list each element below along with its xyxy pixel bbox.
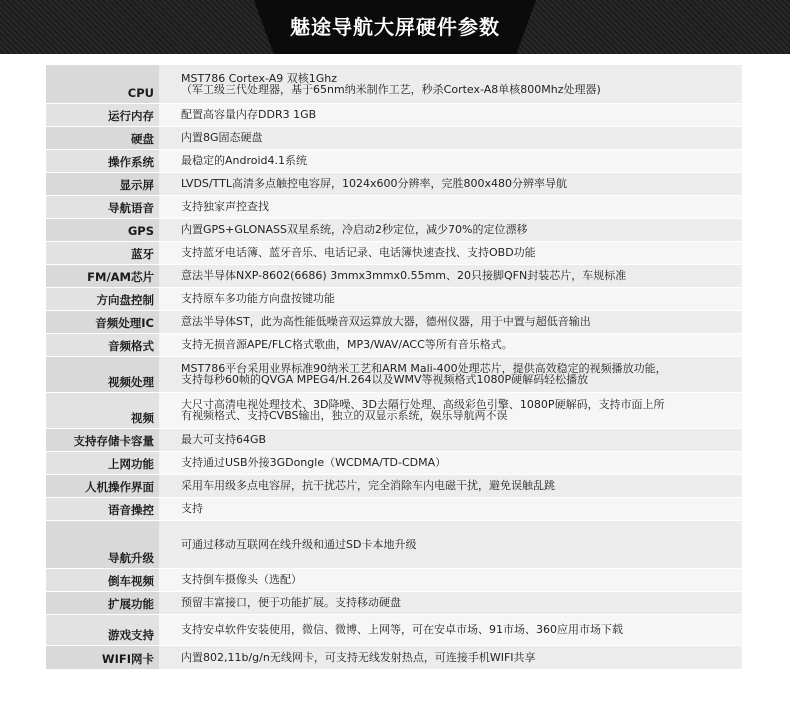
spec-value: 支持原车多功能方向盘按键功能 [159, 287, 742, 310]
spec-value: 支持 [159, 497, 742, 520]
spec-value: 最稳定的Android4.1系统 [159, 149, 742, 172]
spec-label: 导航语音 [46, 195, 159, 218]
spec-value: 意法半导体ST，此为高性能低噪音双运算放大器，德州仪器，用于中置与超低音输出 [159, 310, 742, 333]
spec-row [46, 614, 742, 645]
spec-label: 人机操作界面 [46, 474, 159, 497]
spec-label: 音频格式 [46, 333, 159, 356]
spec-row [46, 149, 742, 172]
spec-label: 上网功能 [46, 451, 159, 474]
spec-label: 硬盘 [46, 126, 159, 149]
spec-row [46, 392, 742, 428]
spec-row [46, 568, 742, 591]
spec-value: 内置802,11b/g/n无线网卡，可支持无线发射热点，可连接手机WIFI共享 [159, 645, 742, 669]
spec-value: MST786 Cortex-A9 双核1Ghz （军工级三代处理器，基于65nm纳米制作工艺，秒杀Cortex-A8单核800Mhz处理器) [159, 65, 742, 103]
spec-label: 倒车视频 [46, 568, 159, 591]
spec-row [46, 333, 742, 356]
spec-row [46, 451, 742, 474]
spec-value: 意法半导体NXP-8602(6686) 3mmx3mmx0.55mm、20只接脚QFN封装芯片，车规标准 [159, 264, 742, 287]
spec-label: 视频处理 [46, 356, 159, 392]
spec-row [46, 195, 742, 218]
page-title: 魅途导航大屏硬件参数 [290, 15, 500, 39]
spec-row [46, 172, 742, 195]
spec-row [46, 218, 742, 241]
spec-table [46, 65, 742, 670]
spec-row [46, 497, 742, 520]
spec-row [46, 264, 742, 287]
spec-value: 大尺寸高清电视处理技术、3D降噪、3D去隔行处理、高级彩色引擎、1080P硬解码，支持市面上所 有视频格式、支持CVBS输出，独立的双显示系统，娱乐导航两不误 [159, 392, 742, 428]
spec-row [46, 65, 742, 103]
spec-label: 音频处理IC [46, 310, 159, 333]
spec-value: 支持独家声控查找 [159, 195, 742, 218]
spec-value: LVDS/TTL高清多点触控电容屏，1024x600分辨率，完胜800x480分辨率导航 [159, 172, 742, 195]
spec-row [46, 310, 742, 333]
spec-row [46, 356, 742, 392]
spec-value: 配置高容量内存DDR3 1GB [159, 103, 742, 126]
spec-label: 支持存储卡容量 [46, 428, 159, 451]
spec-label: 运行内存 [46, 103, 159, 126]
spec-row [46, 474, 742, 497]
spec-value: 最大可支持64GB [159, 428, 742, 451]
spec-value: 支持通过USB外接3GDongle（WCDMA/TD-CDMA） [159, 451, 742, 474]
spec-row [46, 241, 742, 264]
spec-value: 支持倒车摄像头（选配） [159, 568, 742, 591]
spec-label: CPU [46, 65, 159, 103]
spec-label: 游戏支持 [46, 614, 159, 645]
spec-value: 支持无损音源APE/FLC格式歌曲，MP3/WAV/ACC等所有音乐格式。 [159, 333, 742, 356]
spec-label: FM/AM芯片 [46, 264, 159, 287]
spec-label: 显示屏 [46, 172, 159, 195]
spec-label: 方向盘控制 [46, 287, 159, 310]
spec-label: WIFI网卡 [46, 645, 159, 669]
spec-value: 预留丰富接口，便于功能扩展。支持移动硬盘 [159, 591, 742, 614]
spec-value: 可通过移动互联网在线升级和通过SD卡本地升级 [159, 520, 742, 568]
spec-label: 视频 [46, 392, 159, 428]
spec-value: 支持蓝牙电话簿、蓝牙音乐、电话记录、电话簿快速查找、支持OBD功能 [159, 241, 742, 264]
spec-label: 操作系统 [46, 149, 159, 172]
spec-value: 内置GPS+GLONASS双星系统，冷启动2秒定位，减少70%的定位漂移 [159, 218, 742, 241]
spec-value: 内置8G固态硬盘 [159, 126, 742, 149]
spec-row [46, 591, 742, 614]
spec-label: 蓝牙 [46, 241, 159, 264]
spec-row [46, 287, 742, 310]
spec-value: 采用车用级多点电容屏，抗干扰芯片，完全消除车内电磁干扰，避免误触乱跳 [159, 474, 742, 497]
spec-row [46, 520, 742, 568]
spec-label: 语音操控 [46, 497, 159, 520]
spec-row [46, 103, 742, 126]
spec-row [46, 428, 742, 451]
spec-row [46, 126, 742, 149]
spec-label: 导航升级 [46, 520, 159, 568]
spec-value: MST786平台采用业界标准90纳米工艺和ARM Mali-400处理芯片，提供高效稳定的视频播放功能， 支持每秒60帧的QVGA MPEG4/H.264以及WMV等视频格式1080P硬解码轻松播放 [159, 356, 742, 392]
spec-label: GPS [46, 218, 159, 241]
spec-label: 扩展功能 [46, 591, 159, 614]
spec-value: 支持安卓软件安装使用，微信、微博、上网等，可在安卓市场、91市场、360应用市场下载 [159, 614, 742, 645]
spec-row [46, 645, 742, 669]
